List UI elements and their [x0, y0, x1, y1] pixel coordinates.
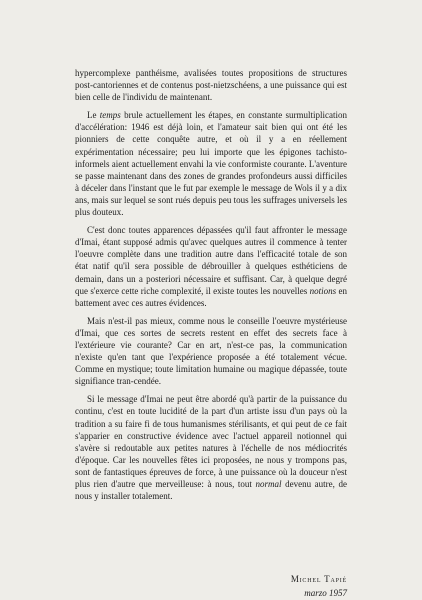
paragraph-text: C'est donc toutes apparences dépassées qu'il faut affronter le message d'Imai, étant supposé admis qu'avec quelques autres il commence à tenter l'oeuvre complète dans une tradition autre dans l'efficacité totale de son état natif qu'il sera possible de débrouiller à quelques esthéticiens de demain, dans un a posteriori nécessaire et suffisant. Car, à quelque degré que s'exerce cette riche complexité, il existe toutes les nouvelles [75, 225, 347, 296]
emphasis-text: notions [309, 285, 337, 296]
emphasis-text: normal [255, 479, 282, 489]
emphasis-text: temps [99, 110, 121, 121]
date-line: marzo 1957 [304, 588, 347, 598]
paragraph [75, 224, 347, 309]
author-name: Michel Tapié [290, 574, 347, 584]
paragraph-text: Mais n'est-il pas mieux, comme nous le conseille l'oeuvre mystérieuse d'Imai, que ces sortes de secrets restent en effet des secrets face à l'extérieure vie courante? Car en art, n'est-ce pas, la communication n'existe qu'en tant que l'expérience proposée a été totalement vécue. Comme en mystique; toute limitation humaine ou magique dépassée, toute signifiance tran-cendée. [75, 315, 347, 387]
paragraph-text: Le [87, 110, 100, 121]
signature-block [291, 572, 347, 600]
paragraph [75, 315, 347, 388]
paragraph-text: hypercomplexe panthéisme, avalisées toutes propositions de structures post-cantoriennes et de contenus post-nietzschéens, a une puissance qui est bien celle de l'individu de maintenant. [75, 68, 347, 103]
body-text [75, 67, 347, 508]
paragraph-text: Si le message d'Imai ne peut être abordé qu'à partir de la puissance du continu, c'est en toute lucidité de la part d'un artiste issu d'un pays où la tradition a su faire fi de tous humanismes stérilisants, et qui peut de ce fait s'apparier en constructive évidence avec l'actuel appareil notionnel qui s'avère si redoutable aux petites natures à l'échelle de nos médiocrités d'époque. Car les nouvelles fêtes ici proposées, ne nous y trompons pas, sont de fantastiques épreuves de force, à une puissance où la douceur n'est plus rien d'autre que merveilleuse: à nous, tout [75, 394, 347, 489]
paragraph-text: en battement avec ces autres évidences. [75, 285, 347, 308]
paragraph [75, 393, 347, 502]
paragraph-text: brule actuellement les étapes, en constante surmultiplication d'accélération: 1946 est déjà loin, et l'amateur sait bien qui ont été les pionniers de cette conquête autre, et où il y a en réellement expérimentation nécessaire; peu lui importe que les épigones tachisto-informels aient actuellement envahi la vie conformiste courante. L'aventure se passe maintenant dans des zones de grandes profondeurs aussi difficiles à déceler dans l'instant que le fut par exemple le message de Wols il y a dix ans, mais sur lequel se sont rués depuis peu tous les suffrages universels les plus douteux. [75, 110, 347, 218]
paragraph [75, 67, 347, 103]
paragraph [75, 109, 347, 218]
paragraph-text: devenu autre, de nous y installer totalement. [75, 479, 347, 502]
